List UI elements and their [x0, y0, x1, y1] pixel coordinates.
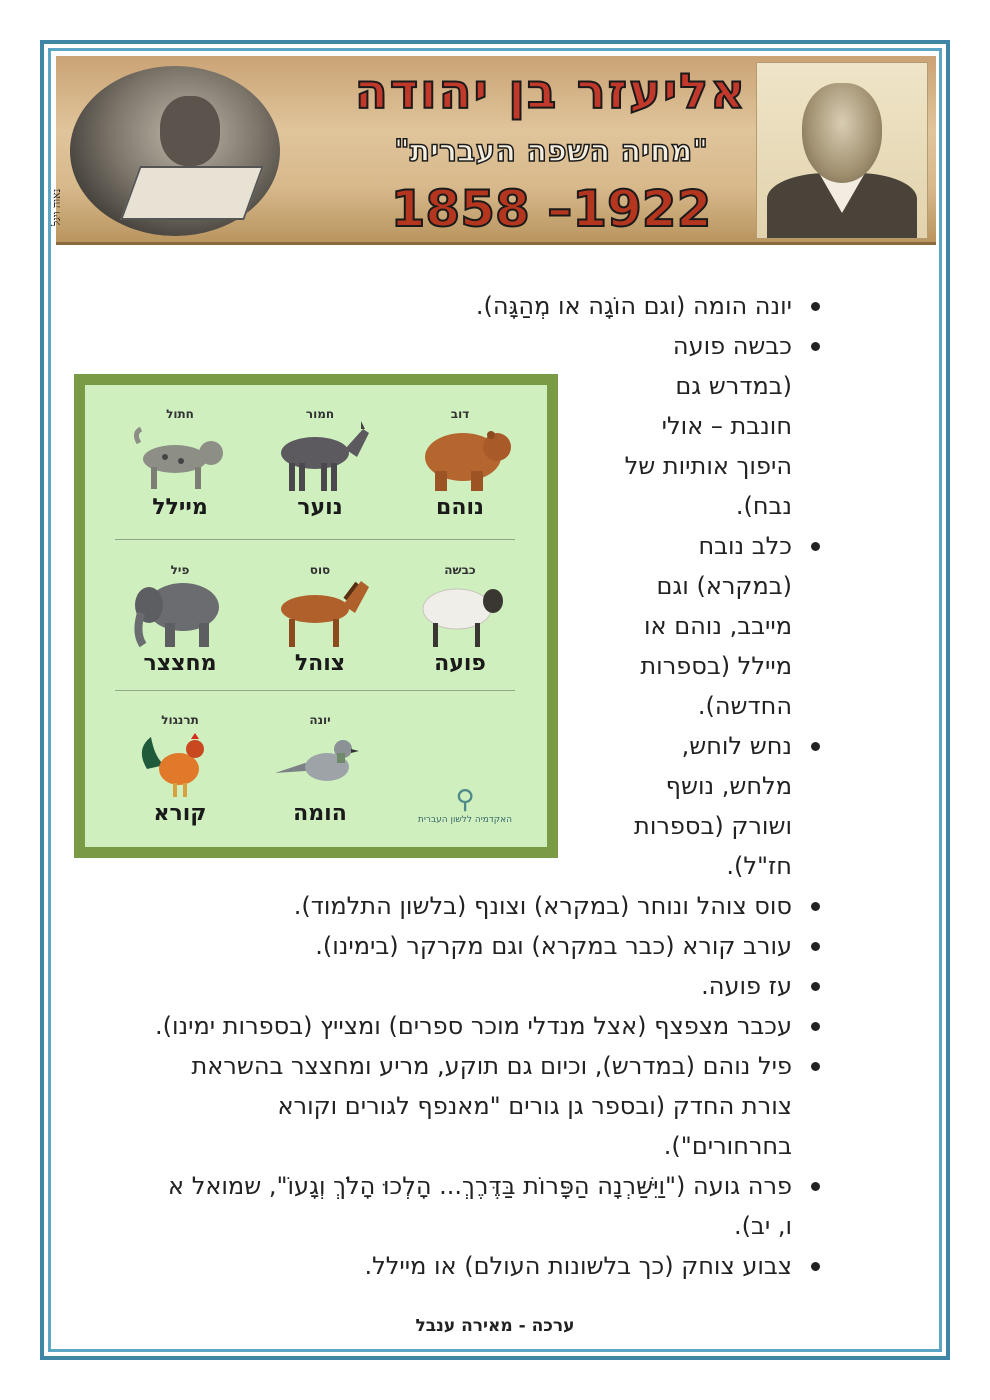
ben-yehuda-portrait — [756, 62, 928, 239]
list-item: כלב נובח (במקרא) וגם מייבב, נוהם או מיילל (בספרות החדשה). — [150, 526, 820, 726]
list-item: סוס צוהל ונוחר (במקרא) וצונף (בלשון התלמוד). — [150, 886, 820, 926]
reading-man-photo — [70, 66, 280, 236]
academy-credit: ⚲ האקדמיה ללשון העברית — [405, 785, 525, 825]
academy-logo-icon: ⚲ — [455, 785, 475, 815]
list-item: כבשה פועה (במדרש גם חונבת – אולי היפוך אותיות של נבח). — [150, 326, 820, 526]
list-item: פיל נוהם (במדרש), וכיום גם תוקע, מריע ומחצצר בהשראת צורת החדק (ובספר גן גורים "מאנפף לגורים וקורא בחרחורים"). — [150, 1046, 820, 1166]
list-item: עכבר מצפצף (אצל מנדלי מוכר ספרים) ומצייץ (בספרות ימינו). — [150, 1006, 820, 1046]
banner-title: אליעזר בן יהודה — [354, 64, 748, 120]
header-banner — [50, 56, 936, 245]
animal-cell-sheep: כבשה פועה — [395, 561, 525, 691]
banner-years: 1858 –1922 — [390, 180, 712, 238]
animal-cell-elephant: פיל מחצצר — [115, 561, 245, 691]
list-item: צבוע צוחק (כך בלשונות העולם) או מיילל. — [150, 1246, 820, 1286]
animal-cell-donkey: חמור נוער — [255, 405, 385, 535]
list-item: פרה גועה ("וַיִּשַּׁרְנָה הַפָּרוֹת בַּדֶּרֶךְ... הָלְכוּ הָלֹךְ וְגָעוֹ", שמואל א ו, יב). — [150, 1166, 820, 1246]
list-item: נחש לוחש, מלחש, נושף ושורק (בספרות חז"ל). — [150, 726, 820, 886]
animal-sounds-list — [150, 286, 820, 1286]
banner-subtitle: "מחיה השפה העברית" — [394, 134, 708, 169]
page-footer: ערכה - מאירה ענבל — [415, 1316, 575, 1336]
list-item: עז פועה. — [150, 966, 820, 1006]
artist-signature: נאוה ויגל — [50, 188, 63, 226]
animal-cell-cat: חתול מיילל — [115, 405, 245, 535]
list-item: יונה הומה (וגם הוֹגָה או מְהַגָּה). — [150, 286, 820, 326]
animal-cell-pigeon: יונה הומה — [255, 711, 385, 841]
animal-cell-bear: דוב נוהם — [395, 405, 525, 535]
list-item: עורב קורא (כבר במקרא) וגם מקרקר (בימינו). — [150, 926, 820, 966]
animal-cell-horse: סוס צוהל — [255, 561, 385, 691]
animal-cell-rooster: תרנגול קורא — [115, 711, 245, 841]
